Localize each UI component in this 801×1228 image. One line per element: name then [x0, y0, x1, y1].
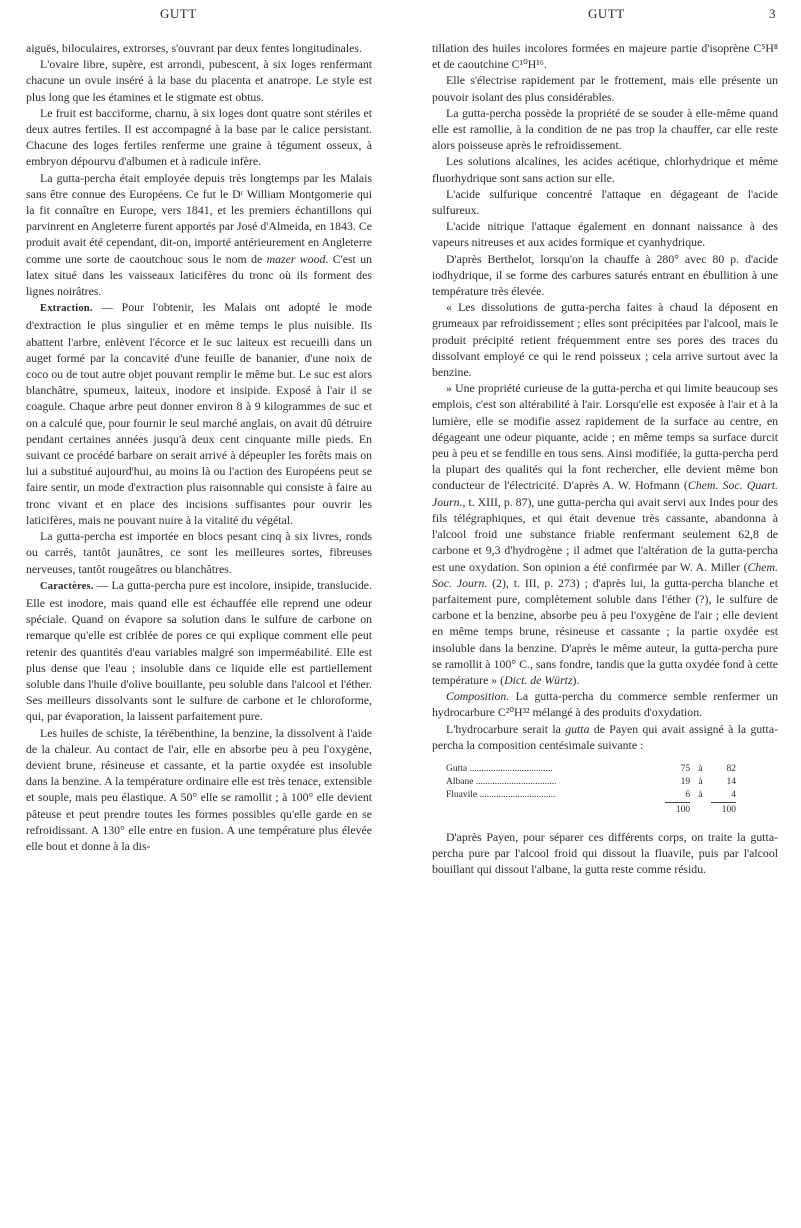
text-run: de Payen qui avait assigné à la gutta-percha la composition centésimale suivante :	[432, 721, 778, 752]
paragraph-text: La gutta-percha est importée en blocs pesant cinq à six livres, ronds ou carrés, tantôt jaunâtres, ce sont les meilleures sortes, fibreuses nerveuses, tantôt rougeâtres ou blanchâtres.	[26, 529, 372, 576]
header-center-title: GUTT	[588, 6, 625, 21]
paragraph-text: Les huiles de schiste, la térébenthine, la benzine, la dissolvent à l'aide de la chaleur. Au contact de l'air, elle en absorbe peu à peu l'oxygène, devient brune, résineuse et cassante, et la partie oxydée est insoluble dans la benzine. A la température ordinaire elle est très tenace, extensible et souple, mais peu élastique. A 50° elle se ramollit ; à 100° elle devient pâteuse et peut prendre toutes les formes possibles qu'elle garde en se refroidissant. A 130° elle entre en fusion. A une température plus élevée elle bout et donne à la dis-	[26, 725, 372, 853]
paragraph	[26, 528, 372, 577]
paragraph-text: aiguës, biloculaires, extrorses, s'ouvrant par deux fentes longitudinales.	[26, 41, 362, 55]
total-min: 100	[665, 802, 690, 817]
paragraph-text: D'après Payen, pour séparer ces différents corps, on traite la gutta-percha pure par l'alcool froid qui dissout la fluavile, puis par l'alcool bouillant qui dissout l'albane, la gutta reste comme résidu.	[432, 829, 778, 877]
component-label: Gutta ...................................	[446, 763, 553, 774]
italic-run: Composition.	[446, 689, 510, 704]
table-row	[446, 763, 736, 776]
paragraph	[432, 721, 778, 753]
paragraph	[432, 218, 778, 250]
component-min: 19	[680, 776, 691, 787]
section-lead: Extraction.	[40, 303, 93, 315]
component-min: 6	[685, 789, 691, 800]
paragraph-text: La gutta-percha possède la propriété de se souder à elle-même quand elle est ramollie, à la condition de ne pas trop la chauffer, car elle reste alors poisseuse après le refroidissement.	[432, 105, 778, 153]
running-header	[0, 6, 801, 26]
paragraph	[432, 186, 778, 218]
total-label	[446, 802, 665, 817]
paragraph-text: tillation des huiles incolores formées en majeure partie d'isoprène C⁵H⁸ et de caoutchine C¹⁰H¹⁶.	[432, 41, 778, 72]
component-max: 82	[726, 763, 736, 774]
paragraph-text: L'acide nitrique l'attaque également en donnant naissance à des vapeurs nitreuses et aux acides formique et cyanhydrique.	[432, 219, 778, 250]
paragraph	[432, 153, 778, 185]
component-max: 4	[731, 789, 736, 800]
paragraph-text: Elle s'électrise rapidement par le frottement, mais elle présente un pouvoir isolant des plus considérables.	[432, 73, 778, 104]
right-column	[432, 40, 778, 878]
paragraph	[432, 299, 778, 380]
text-run: . C'est un latex situé dans les vaisseaux laticifères du tronc où ils forment des lignes noirâtres.	[26, 251, 373, 299]
italic-run: mazer wood	[266, 251, 326, 266]
paragraph	[432, 688, 778, 720]
component-min: 75	[680, 763, 691, 774]
italic-run: Chem. Soc. Quart. Journ.	[432, 478, 778, 509]
italic-run: Dict. de Würtz	[504, 672, 573, 687]
paragraph	[432, 251, 778, 300]
composition-table	[446, 763, 736, 817]
paragraph-text: — Pour l'obtenir, les Malais ont adopté le mode d'extraction le plus singulier et en même temps le plus nuisible. Ils abattent l'arbre, enlèvent l'écorce et le suc laiteux est recueilli dans un auget formé par la concavité d'une feuille de bananier, d'une noix de coco ou de tout autre objet pouvant remplir le même but. Le suc est alors blanchâtre, spumeux, laiteux, inodore et insipide. Exposé à l'air il se coagule. Chaque arbre peut donner environ 8 à 9 kilogrammes de suc et on a calculé que, pour fournir le seul marché anglais, on avait dû détruire pendant certaines années jusqu'à deux cent cinquante mille pieds. En suivant ce procédé barbare on serait arrivé à dépeupler les forêts mais on lui a substitué aujourd'hui, au moins là ou l'action des Européens peut se faire sentir, un mode d'extraction plus raisonnable qui consiste à faire au tronc vivant et en place des incisions suffisantes pour ouvrir les laticifères, mais ne pouvant nuire à la vitalité du végétal.	[26, 300, 372, 527]
paragraph	[26, 170, 372, 300]
right-column-text	[432, 40, 778, 753]
paragraph	[432, 829, 778, 878]
paragraph	[26, 299, 372, 528]
italic-run: gutta	[565, 721, 590, 736]
paragraph	[432, 72, 778, 104]
text-run: (2), t. III, p. 273) ; d'après lui, la gutta-percha blanche et parfaitement pure, complètement soluble dans l'éther (?), le sulfure de carbone et la benzine, absorbe peu à peu l'oxygène de l'air ; elle devient en même temps brune, résineuse et cassante ; la partie oxydée est insoluble dans la benzine. D'après le même auteur, la gutta-percha pure se ramollit à 100° C., sans fondre, tandis que la gutta oxydée fond à cette température » (	[432, 575, 778, 687]
table-row	[446, 776, 736, 789]
paragraph-text: — La gutta-percha pure est incolore, insipide, translucide. Elle est inodore, mais quand elle est échauffée elle reprend une odeur spéciale. Quand on évapore sa solution dans le sulfure de carbone on remarque qu'elle est criblée de pores ce qui explique comment elle peut retenir des quantités d'eau variables malgré son imperméabilité. Elle est plus dense que l'eau ; insoluble dans ce liquide elle est partiellement soluble dans l'huile d'olive bouillante, peu soluble dans l'alcool et l'éther. Ses meilleurs dissolvants sont le sulfure de carbone et le chloroforme, qui, par évaporation, la laissent parfaitement pure.	[26, 577, 372, 724]
paragraph-text: Le fruit est bacciforme, charnu, à six loges dont quatre sont stériles et deux autres fertiles. Il est accompagné à la base par le calice persistant. Chacune des loges fertiles renferme une graine à tégument osseux, à embryon dépourvu d'albumen et à radicule infère.	[26, 105, 372, 169]
paragraph-text: « Les dissolutions de gutta-percha faites à chaud la déposent en grumeaux par refroidissement ; elles sont précipitées par l'alcool, mais le produit précipité retient fréquemment entre ses pores des traces du dissolvant employé ce qui le rend poisseux ; cela arrive surtout avec la benzine.	[432, 300, 778, 380]
paragraph	[26, 105, 372, 170]
table-total-row	[446, 802, 736, 817]
paragraph	[432, 40, 778, 72]
text-run: L'hydrocarbure serait la	[446, 721, 566, 736]
range-separator: à	[698, 776, 703, 787]
total-separator	[690, 802, 711, 817]
range-separator: à	[698, 790, 703, 801]
range-separator: à	[698, 763, 703, 774]
text-run: , t. XIII, p. 87), une gutta-percha qui avait servi aux Indes pour des fils télégraphiques, et qui était devenue très cassante, abandonna à l'alcool froid une substance friable renfermant seulement 62,8 de carbone et 9,3 d'hydrogène ; il admet que l'altération de la gutta-percha est une oxydation. Son opinion a été confirmée par W. A. Miller (	[432, 494, 778, 574]
header-left-title: GUTT	[160, 6, 197, 21]
page-number: 3	[769, 6, 776, 21]
total-max: 100	[711, 802, 736, 817]
paragraph	[26, 725, 372, 855]
text-run: » Une propriété curieuse de la gutta-percha et qui limite beaucoup ses emplois, c'est son altérabilité à l'air. Lorsqu'elle est exposée à l'air et à la lumière, elle se modifie assez rapidement de la surface au centre, en dégageant une odeur piquante, acide ; en même temps sa surface durcit peu à peu et se fendille en tous sens. Ainsi modifiée, la gutta-percha perd la plupart des qualités qui la font rechercher, elle devient même bon conducteur de l'électricité. D'après A. W. Hofmann (	[432, 381, 778, 493]
paragraph-text: Les solutions alcalines, les acides acétique, chlorhydrique et même fluorhydrique sont sans action sur elle.	[432, 154, 778, 185]
table-row	[446, 789, 736, 803]
right-column-text-end	[432, 829, 778, 878]
text-run: La gutta-percha du commerce semble renfermer un hydrocarbure C²⁰H³² mélangé à des produits d'oxydation.	[432, 689, 778, 720]
paragraph-text: L'acide sulfurique concentré l'attaque en dégageant de l'acide sulfureux.	[432, 186, 778, 218]
text-run: La gutta-percha était employée depuis très longtemps par les Malais sans être connue des Européens. Ce fut le Dʳ William Montgomerie qui la fit connaître en Europe, vers 1841, et les premiers échantillons qui parvinrent en Angleterre furent apportés par José d'Almeida, en 1843. Ce produit avait été cependant, dit-on, importé antérieurement en Angleterre comme une sorte de caoutchouc sous le nom de	[26, 170, 372, 266]
section-lead: Caractères.	[40, 580, 94, 592]
paragraph-text: L'ovaire libre, supère, est arrondi, pubescent, à six loges renfermant chacune un ovule inséré à la base du placenta et anatrope. Le style est plus long que les étamines et le stigmate est obtus.	[26, 57, 372, 104]
left-column	[26, 40, 372, 854]
paragraph	[26, 40, 372, 56]
text-run: ).	[572, 672, 580, 687]
italic-run: Chem. Soc. Journ.	[432, 559, 778, 590]
component-max: 14	[726, 776, 736, 787]
paragraph	[26, 56, 372, 105]
paragraph	[432, 105, 778, 154]
component-label: Albane ..................................	[446, 776, 557, 787]
paragraph	[432, 380, 778, 688]
paragraph	[26, 577, 372, 725]
component-label: Fluavile ................................	[446, 790, 556, 801]
paragraph-text: D'après Berthelot, lorsqu'on la chauffe à 280° avec 80 p. d'acide iodhydrique, il se forme des carbures saturés entrant en ébullition à une température très élevée.	[432, 251, 778, 299]
